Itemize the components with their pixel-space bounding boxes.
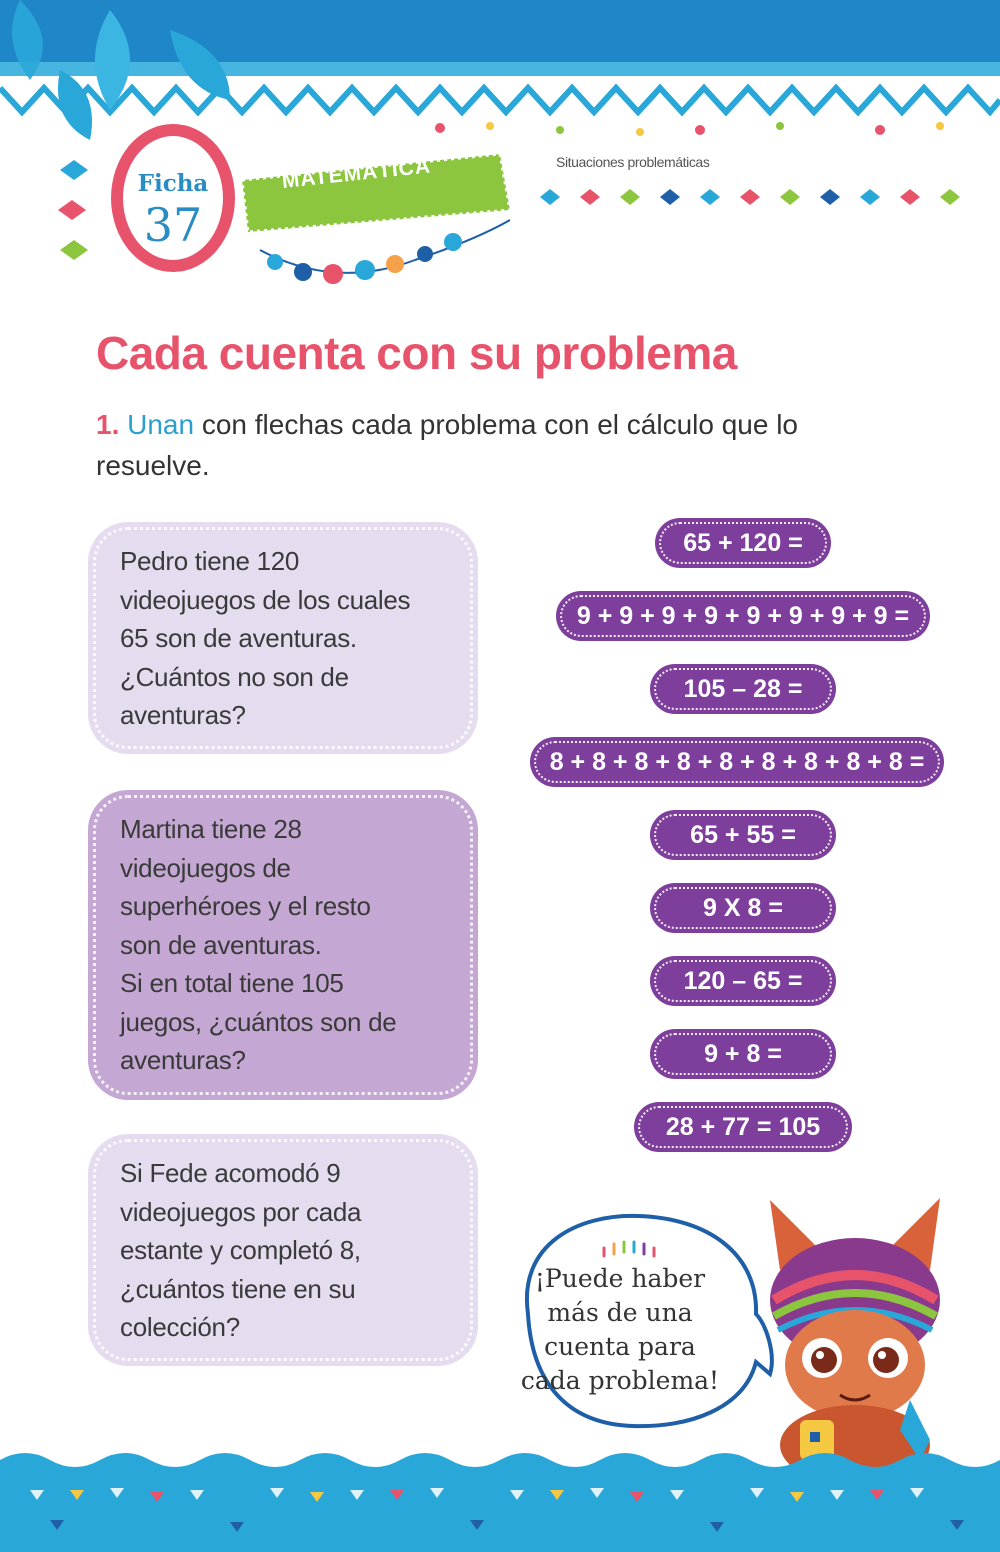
problem-line: juegos, ¿cuántos son de xyxy=(120,1006,397,1037)
calc-pill-8[interactable]: 9 + 8 = xyxy=(650,1029,836,1079)
bubble-line: cada problema! xyxy=(520,1366,720,1395)
instruction-verb: Unan xyxy=(127,409,195,440)
problem-line: ¿Cuántos no son de xyxy=(120,661,349,692)
problem-line: aventuras? xyxy=(120,700,246,730)
problem-line: 65 son de aventuras. xyxy=(120,623,357,653)
subject-label: MATEMÁTICA xyxy=(280,154,432,193)
problem-card-2[interactable] xyxy=(88,790,478,1100)
problem-line: Pedro tiene 120 xyxy=(120,546,300,576)
beads-decoration xyxy=(255,210,515,290)
bubble-line: cuenta para xyxy=(544,1332,696,1361)
calc-pill-1[interactable]: 65 + 120 = xyxy=(655,518,831,568)
bubble-line: más de una xyxy=(547,1298,693,1327)
problem-line: aventuras? xyxy=(120,1045,246,1075)
page-title: Cada cuenta con su problema xyxy=(96,327,737,379)
calc-pill-7[interactable]: 120 – 65 = xyxy=(650,956,836,1006)
bunting-decoration xyxy=(530,184,970,210)
problem-line: superhéroes y el resto xyxy=(120,891,371,921)
problem-line: videojuegos por cada xyxy=(120,1196,362,1227)
ficha-badge xyxy=(108,122,238,274)
problem-line: videojuegos de los cuales xyxy=(120,584,411,615)
bottom-decorative-band xyxy=(0,1420,1000,1552)
calc-pill-6[interactable]: 9 X 8 = xyxy=(650,883,836,933)
problem-line: son de aventuras. xyxy=(120,929,322,960)
calc-pill-5[interactable]: 65 + 55 = xyxy=(650,810,836,860)
problem-card-3[interactable] xyxy=(88,1134,478,1366)
problem-card-1[interactable] xyxy=(88,522,478,754)
calc-pill-3[interactable]: 105 – 28 = xyxy=(650,664,836,714)
bubble-line: ¡Puede haber xyxy=(534,1264,706,1293)
problem-line: estante y completó 8, xyxy=(120,1235,361,1265)
problem-line: videojuegos de xyxy=(120,852,291,883)
instruction xyxy=(96,404,916,486)
speech-bubble-text xyxy=(520,1262,720,1398)
problem-line: colección? xyxy=(120,1312,240,1342)
side-diamonds-decoration xyxy=(50,150,110,280)
section-label: Situaciones problemáticas xyxy=(556,154,710,170)
ficha-label: Ficha xyxy=(137,170,209,197)
ficha-number: 37 xyxy=(143,198,203,252)
calc-pill-2[interactable]: 9 + 9 + 9 + 9 + 9 + 9 + 9 + 9 = xyxy=(556,591,930,641)
problem-line: Si Fede acomodó 9 xyxy=(120,1158,341,1188)
calc-pill-4[interactable]: 8 + 8 + 8 + 8 + 8 + 8 + 8 + 8 + 8 = xyxy=(530,737,944,787)
problem-line: ¿cuántos tiene en su xyxy=(120,1273,356,1304)
instruction-text: con flechas cada problema con el cálculo que lo resuelve. xyxy=(96,409,799,481)
instruction-number: 1. xyxy=(96,409,120,440)
problem-line: Martina tiene 28 xyxy=(120,814,302,844)
problem-line: Si en total tiene 105 xyxy=(120,968,344,998)
calc-pill-9[interactable]: 28 + 77 = 105 xyxy=(634,1102,852,1152)
